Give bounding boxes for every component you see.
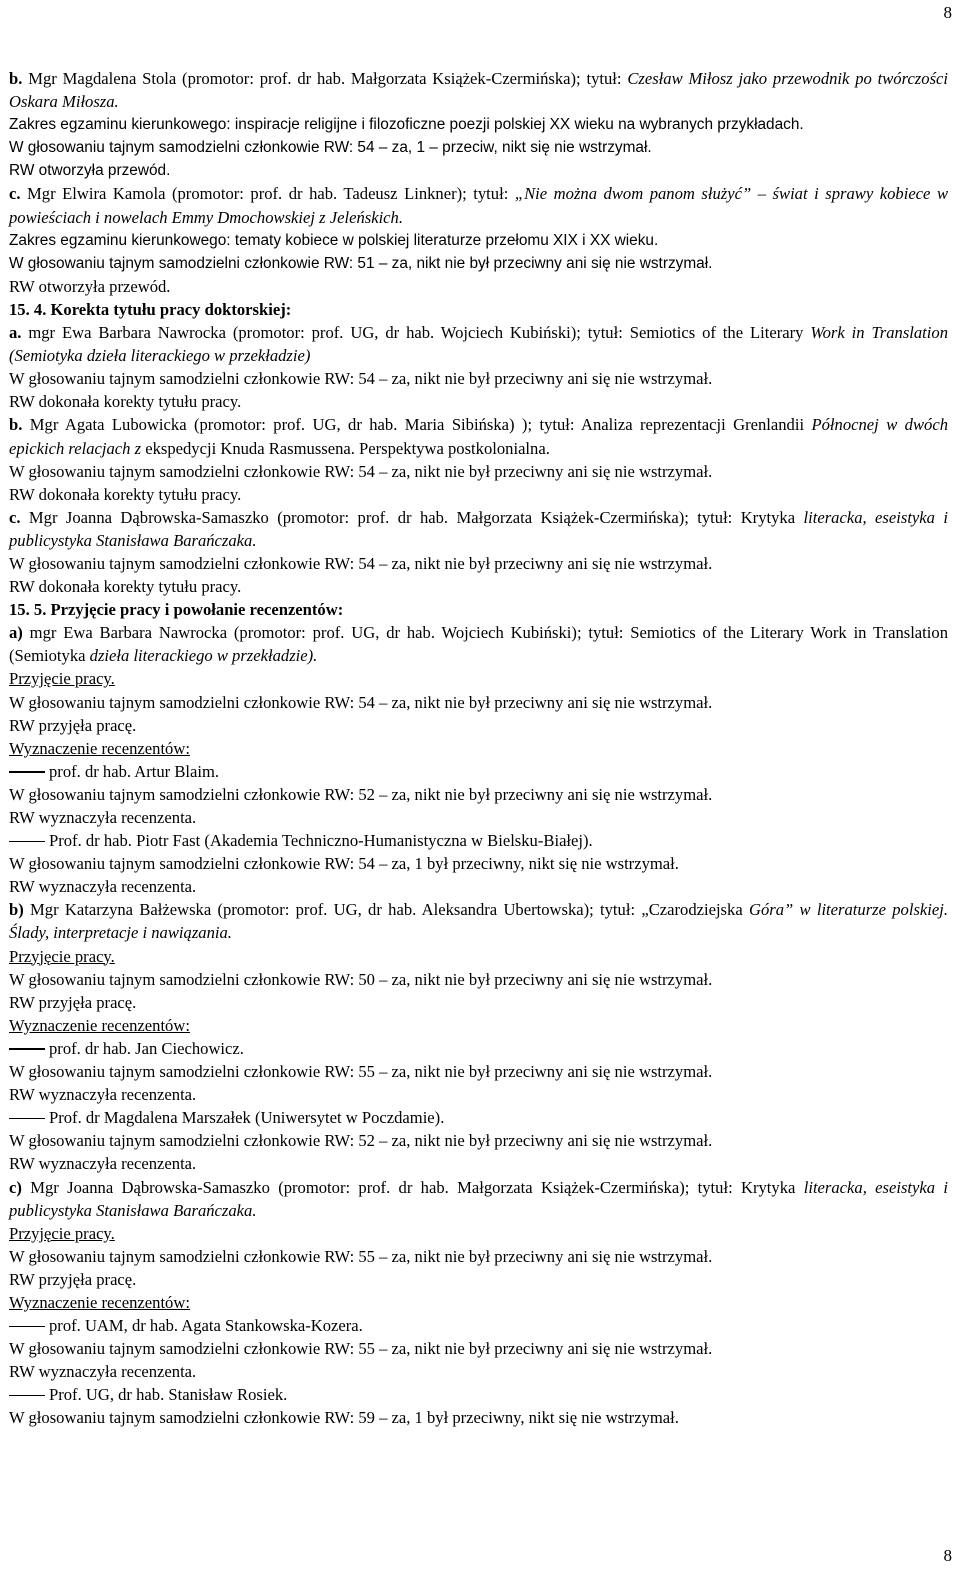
entry-letter: a)	[9, 623, 23, 643]
entry-letter: a.	[9, 323, 22, 343]
entry-candidate: mgr Ewa Barbara Nawrocka (promotor: prof. UG, dr hab. Wojciech Kubiński); tytuł:	[21, 323, 630, 343]
entry-candidate: mgr Ewa Barbara Nawrocka (promotor: prof. UG, dr hab. Wojciech Kubiński); tytuł:	[22, 623, 631, 643]
decision: RW przyjęła pracę.	[9, 715, 137, 735]
doctoral-entry	[9, 321, 948, 367]
doctoral-entry	[9, 621, 948, 667]
entry-letter: b)	[9, 900, 24, 920]
reviewers-heading: Wyznaczenie recenzentów:	[9, 1292, 190, 1312]
vote-result: W głosowaniu tajnym samodzielni członkowie RW: 54 – za, nikt nie był przeciwny ani się nie wstrzymał.	[9, 461, 713, 481]
entry-candidate: Mgr Joanna Dąbrowska-Samaszko (promotor: prof. dr hab. Małgorzata Książek-Czermińska); tytuł:	[21, 1177, 741, 1197]
decision: RW wyznaczyła recenzenta.	[9, 808, 197, 827]
dash-icon	[9, 1048, 45, 1049]
entry-letter: b.	[9, 415, 23, 435]
decision: RW dokonała korekty tytułu pracy.	[9, 577, 242, 597]
exam-scope: Zakres egzaminu kierunkowego: tematy kobiece w polskiej literaturze przełomu XIX i XX wieku.	[9, 231, 659, 249]
entry-title-plain: Semiotics of the Literary Work in Translation (Semiotyka	[9, 623, 948, 666]
reviewer-name: prof. dr hab. Jan Ciechowicz.	[49, 1038, 244, 1058]
doctoral-entry	[9, 898, 948, 944]
entry-title-plain: Krytyka	[740, 507, 796, 527]
decision: RW wyznaczyła recenzenta.	[9, 1085, 197, 1105]
acceptance-heading: Przyjęcie pracy.	[9, 669, 115, 689]
vote-result: W głosowaniu tajnym samodzielni członkowie RW: 52 – za, nikt nie był przeciwny ani się nie wstrzymał.	[9, 1131, 713, 1151]
vote-result: W głosowaniu tajnym samodzielni członkowie RW: 55 – za, nikt nie był przeciwny ani się nie wstrzymał.	[9, 1246, 713, 1266]
entry-title-italic: Północnej w dwóch epickich relacjach z	[9, 415, 948, 458]
decision: RW wyznaczyła recenzenta.	[9, 877, 197, 897]
dash-icon	[9, 771, 45, 772]
vote-result: W głosowaniu tajnym samodzielni członkowie RW: 54 – za, nikt nie był przeciwny ani się nie wstrzymał.	[9, 369, 713, 389]
decision: RW otworzyła przewód.	[9, 276, 171, 296]
section-heading-15-4: 15. 4. Korekta tytułu pracy doktorskiej:	[9, 299, 292, 319]
reviewer-item	[9, 1314, 948, 1337]
entry-title-italic: Góra” w literaturze polskiej. Ślady, interpretacje i nawiązania.	[9, 900, 948, 943]
reviewer-name: prof. dr hab. Artur Blaim.	[49, 761, 220, 781]
entry-title-plain: Analiza reprezentacji Grenlandii	[581, 415, 805, 435]
decision: RW otworzyła przewód.	[9, 162, 171, 180]
decision: RW przyjęła pracę.	[9, 1269, 137, 1289]
entry-title-plain: „Czarodziejska	[641, 900, 743, 920]
entry-title-plain: Krytyka	[741, 1177, 796, 1197]
acceptance-heading: Przyjęcie pracy.	[9, 1223, 115, 1243]
decision: RW dokonała korekty tytułu pracy.	[9, 392, 242, 412]
reviewer-item	[9, 1037, 948, 1060]
reviewer-item	[9, 760, 948, 783]
reviewer-item	[9, 1106, 948, 1129]
vote-result: W głosowaniu tajnym samodzielni członkowie RW: 50 – za, nikt nie był przeciwny ani się nie wstrzymał.	[9, 969, 713, 989]
decision: RW wyznaczyła recenzenta.	[9, 1154, 197, 1174]
vote-result: W głosowaniu tajnym samodzielni członkowie RW: 54 – za, nikt nie był przeciwny ani się nie wstrzymał.	[9, 553, 713, 573]
entry-candidate: Mgr Joanna Dąbrowska-Samaszko (promotor: prof. dr hab. Małgorzata Książek-Czermińska); tytuł:	[20, 507, 741, 527]
entry-title-end: ekspedycji Knuda Rasmussena. Perspektywa postkolonialna.	[141, 438, 550, 458]
entry-letter: b.	[9, 69, 23, 88]
acceptance-heading: Przyjęcie pracy.	[9, 946, 115, 966]
entry-title-plain: Semiotics of the Literary	[629, 323, 804, 343]
doctoral-entry	[9, 182, 948, 228]
decision: RW przyjęła pracę.	[9, 992, 137, 1012]
reviewer-name: Prof. dr hab. Piotr Fast (Akademia Techniczno-Humanistyczna w Bielsku-Białej).	[49, 831, 593, 851]
reviewer-item	[9, 829, 948, 852]
reviewer-name: Prof. UG, dr hab. Stanisław Rosiek.	[49, 1385, 288, 1405]
dash-icon	[9, 1326, 45, 1327]
entry-title: Czesław Miłosz jako przewodnik po twórczości Oskara Miłosza.	[9, 69, 948, 112]
document-body	[0, 67, 948, 1430]
entry-title: „Nie można dwom panom służyć” – świat i sprawy kobiece w powieściach i nowelach Emmy Dmochowskiej z Jeleńskich.	[9, 184, 949, 227]
dash-icon	[9, 1118, 45, 1119]
dash-icon	[9, 1395, 45, 1396]
decision: RW dokonała korekty tytułu pracy.	[9, 484, 242, 504]
section-heading-15-5: 15. 5. Przyjęcie pracy i powołanie recenzentów:	[9, 600, 344, 620]
vote-result: W głosowaniu tajnym samodzielni członkowie RW: 51 – za, nikt nie był przeciwny ani się nie wstrzymał.	[9, 254, 713, 272]
entry-letter: c)	[9, 1177, 22, 1197]
reviewer-name: Prof. dr Magdalena Marszałek (Uniwersytet w Poczdamie).	[49, 1108, 445, 1128]
vote-result: W głosowaniu tajnym samodzielni członkowie RW: 54 – za, 1 – przeciw, nikt się nie wstrzymał.	[9, 139, 652, 157]
vote-result: W głosowaniu tajnym samodzielni członkowie RW: 52 – za, nikt nie był przeciwny ani się nie wstrzymał.	[9, 784, 713, 804]
entry-candidate: Mgr Agata Lubowicka (promotor: prof. UG, dr hab. Maria Sibińska) ); tytuł:	[22, 415, 582, 435]
doctoral-entry	[9, 1176, 948, 1222]
entry-letter: c.	[9, 507, 21, 527]
doctoral-entry	[9, 67, 948, 113]
page-number-bottom: 8	[943, 1546, 952, 1565]
entry-title-italic: literacka, eseistyka i publicystyka Stanisława Barańczaka.	[9, 507, 948, 550]
vote-result: W głosowaniu tajnym samodzielni członkowie RW: 54 – za, 1 był przeciwny, nikt się nie wstrzymał.	[9, 854, 679, 874]
reviewers-heading: Wyznaczenie recenzentów:	[9, 1015, 190, 1035]
vote-result: W głosowaniu tajnym samodzielni członkowie RW: 55 – za, nikt nie był przeciwny ani się nie wstrzymał.	[9, 1339, 713, 1359]
dash-icon	[9, 841, 45, 842]
reviewer-name: prof. UAM, dr hab. Agata Stankowska-Kozera.	[49, 1316, 363, 1336]
entry-title-italic: dzieła literackiego w przekładzie).	[89, 646, 318, 666]
entry-candidate: Mgr Magdalena Stola (promotor: prof. dr hab. Małgorzata Książek-Czermińska); tytuł:	[22, 69, 628, 88]
exam-scope: Zakres egzaminu kierunkowego: inspiracje religijne i filozoficzne poezji polskiej XX wieku na wybranych przykładach.	[9, 116, 804, 134]
vote-result: W głosowaniu tajnym samodzielni członkowie RW: 59 – za, 1 był przeciwny, nikt się nie wstrzymał.	[9, 1408, 679, 1428]
page-number-top: 8	[943, 3, 952, 22]
entry-candidate: Mgr Elwira Kamola (promotor: prof. dr hab. Tadeusz Linkner); tytuł:	[20, 184, 515, 204]
vote-result: W głosowaniu tajnym samodzielni członkowie RW: 54 – za, nikt nie był przeciwny ani się nie wstrzymał.	[9, 692, 713, 712]
doctoral-entry	[9, 506, 948, 552]
decision: RW wyznaczyła recenzenta.	[9, 1362, 197, 1382]
vote-result: W głosowaniu tajnym samodzielni członkowie RW: 55 – za, nikt nie był przeciwny ani się nie wstrzymał.	[9, 1062, 713, 1082]
entry-title-italic: Work in Translation (Semiotyka dzieła literackiego w przekładzie)	[9, 323, 948, 366]
doctoral-entry	[9, 413, 948, 459]
reviewers-heading: Wyznaczenie recenzentów:	[9, 738, 190, 758]
entry-candidate: Mgr Katarzyna Bałżewska (promotor: prof. UG, dr hab. Aleksandra Ubertowska); tytuł:	[23, 900, 642, 920]
reviewer-item	[9, 1383, 948, 1406]
entry-letter: c.	[9, 184, 21, 204]
entry-title-italic: literacka, eseistyka i publicystyka Stanisława Barańczaka.	[9, 1177, 948, 1220]
